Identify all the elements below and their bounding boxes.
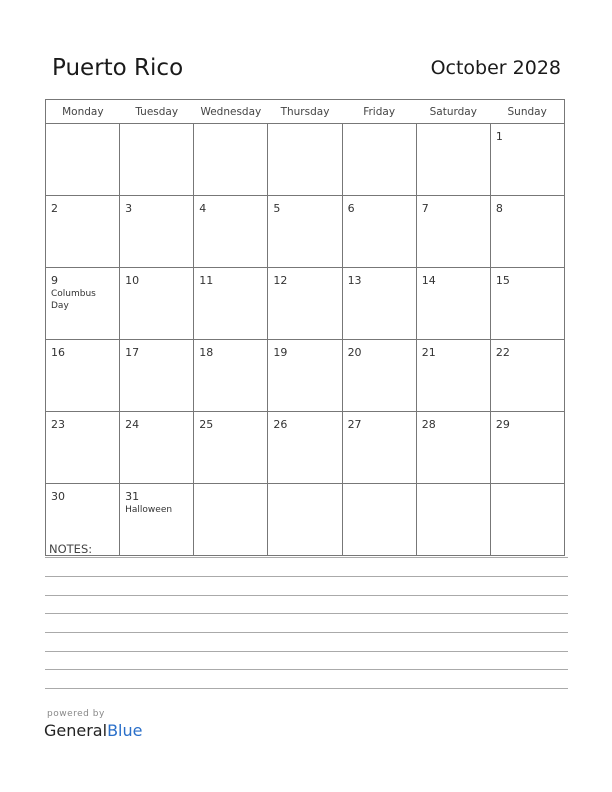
calendar-day-cell [342,196,416,268]
day-number: 5 [273,202,281,215]
day-number: 13 [347,274,362,287]
calendar-day-cell [194,268,268,340]
day-number: 14 [421,274,436,287]
calendar-day-cell [490,340,564,412]
calendar-grid [45,99,565,556]
note-line [45,557,568,558]
day-number: 18 [199,346,214,359]
calendar-day-cell [120,268,194,340]
calendar-day-cell [268,340,342,412]
note-line [45,613,568,614]
calendar-day-cell [46,124,120,196]
calendar-week-row [46,268,565,340]
holiday-label: Halloween [125,505,173,515]
calendar-week-row [46,124,565,196]
calendar-day-cell [268,484,342,556]
calendar-day-cell [46,196,120,268]
calendar-day-cell [342,268,416,340]
month-year-title: October 2028 [430,57,561,79]
weekday-wednesday: Wednesday [194,100,268,124]
weekday-monday: Monday [46,100,120,124]
day-number: 21 [421,346,436,359]
day-number: 9 [51,274,58,287]
day-number: 16 [51,346,65,359]
day-number: 25 [199,418,214,431]
calendar-day-cell [46,268,120,340]
calendar-day-cell [194,340,268,412]
calendar-day-cell [416,196,490,268]
calendar-day-cell [194,412,268,484]
day-number: 24 [125,418,140,431]
note-line [45,669,568,670]
note-line [45,632,568,633]
day-number: 12 [273,274,288,287]
notes-label: NOTES: [49,542,93,556]
calendar-day-cell [342,340,416,412]
calendar-day-cell [46,340,120,412]
calendar-day-cell [416,340,490,412]
calendar-day-cell [120,124,194,196]
weekday-friday: Friday [342,100,416,124]
powered-by-text: powered by [47,709,105,719]
calendar-day-cell [490,412,564,484]
calendar-day-cell [342,124,416,196]
day-number: 6 [347,202,355,215]
weekday-sunday: Sunday [490,100,564,124]
calendar-day-cell [342,484,416,556]
calendar-week-row [46,412,565,484]
calendar-week-row [46,340,565,412]
day-number: 26 [273,418,288,431]
calendar-day-cell [490,196,564,268]
calendar-day-cell [490,268,564,340]
day-number: 10 [125,274,140,287]
calendar-day-cell [194,196,268,268]
weekday-tuesday: Tuesday [120,100,194,124]
brand-general: General [44,721,108,740]
calendar-day-cell [120,196,194,268]
day-number: 29 [495,418,510,431]
day-number: 22 [495,346,510,359]
calendar-day-cell [416,412,490,484]
calendar-week-row [46,196,565,268]
calendar-day-cell [416,124,490,196]
day-number: 8 [495,202,503,215]
calendar-day-cell [490,484,564,556]
day-number: 4 [199,202,207,215]
calendar-day-cell [120,340,194,412]
weekday-header-row [46,100,565,124]
calendar-day-cell [416,484,490,556]
calendar-day-cell [268,124,342,196]
note-line [45,576,568,577]
calendar-day-cell [490,124,564,196]
brand-logo [44,721,142,740]
note-line [45,688,568,689]
calendar-day-cell [342,412,416,484]
weekday-thursday: Thursday [268,100,342,124]
calendar-day-cell [416,268,490,340]
calendar-day-cell [194,484,268,556]
day-number: 20 [347,346,362,359]
day-number: 15 [495,274,510,287]
day-number: 17 [125,346,140,359]
note-line [45,595,568,596]
calendar-day-cell [120,412,194,484]
day-number: 7 [421,202,429,215]
day-number: 31 [125,490,140,503]
calendar-day-cell [194,124,268,196]
weekday-saturday: Saturday [416,100,490,124]
calendar-day-cell [120,484,194,556]
note-line [45,651,568,652]
holiday-label: Columbus Day [51,289,96,311]
calendar-day-cell [268,268,342,340]
day-number: 27 [347,418,362,431]
calendar-day-cell [268,196,342,268]
calendar-week-row [46,484,565,556]
day-number: 2 [51,202,58,215]
brand-blue: Blue [107,721,143,740]
calendar-day-cell [46,412,120,484]
day-number: 28 [421,418,436,431]
day-number: 19 [273,346,288,359]
calendar-day-cell [268,412,342,484]
day-number: 3 [125,202,133,215]
day-number: 1 [495,130,503,143]
day-number: 11 [199,274,214,287]
page-title: Puerto Rico [52,55,184,81]
day-number: 23 [51,418,65,431]
day-number: 30 [51,490,65,503]
